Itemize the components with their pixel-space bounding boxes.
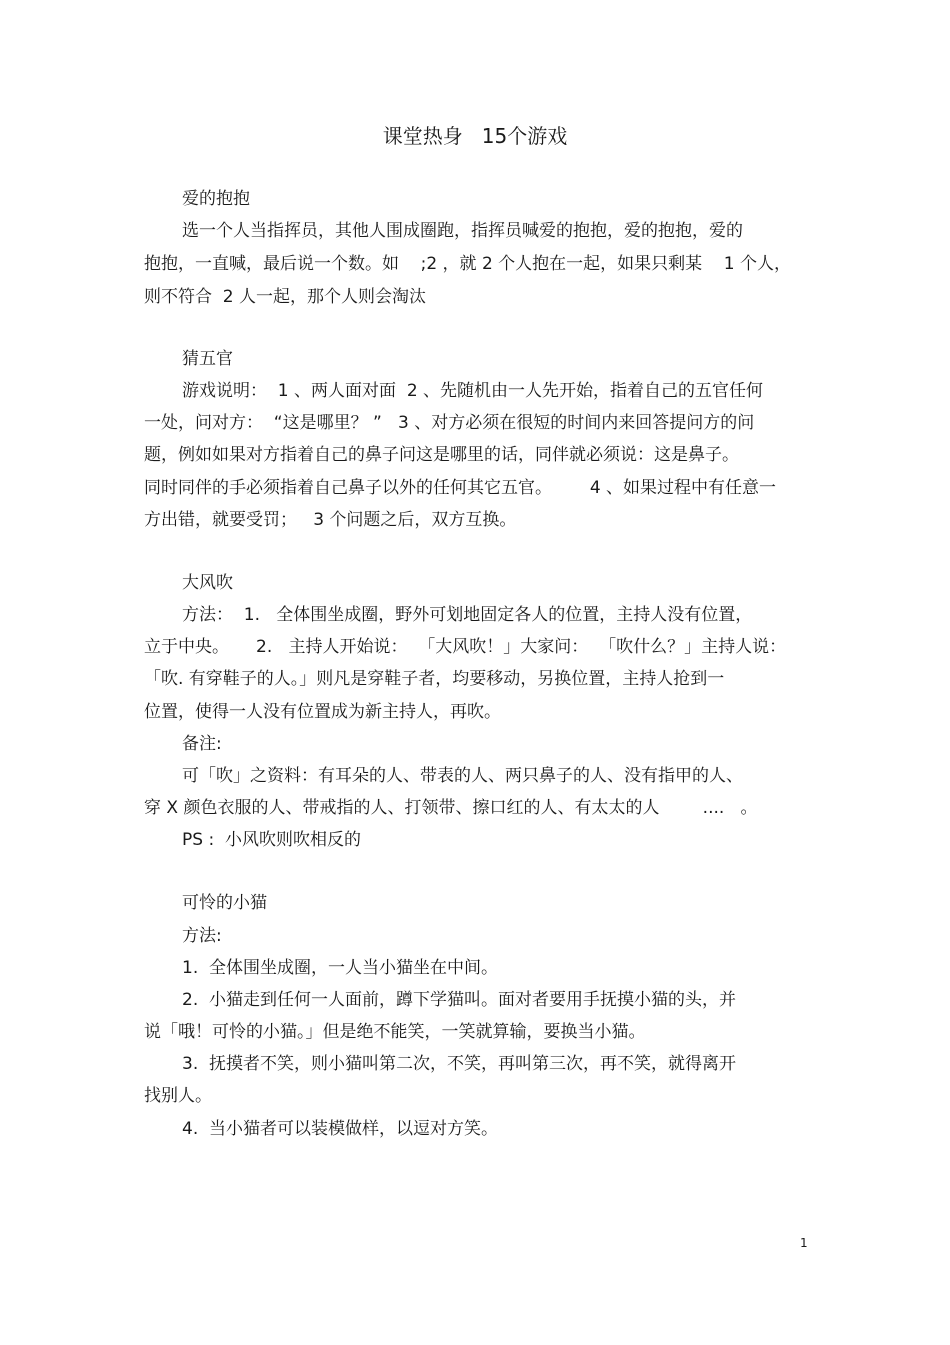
paragraph-line: 可「吹」之资料：有耳朵的人、带表的人、两只鼻子的人、没有指甲的人、 <box>182 766 743 786</box>
paragraph-line: 一处，问对方： “这是哪里？ ” 3 、对方必须在很短的时间内来回答提问方的问 <box>144 413 755 433</box>
section-heading: 爱的抱抱 <box>182 189 250 209</box>
paragraph-line: 备注: <box>182 734 222 754</box>
paragraph-line: 游戏说明： 1 、两人面对面 2 、先随机由一人先开始，指着自己的五官任何 <box>182 381 764 401</box>
paragraph-line: 则不符合 2 人一起，那个人则会淘汰 <box>144 287 427 307</box>
section-heading: 大风吹 <box>182 573 233 593</box>
paragraph-line: 方法: <box>182 926 222 946</box>
paragraph-line: 方出错，就要受罚； 3 个问题之后，双方互换。 <box>144 510 517 530</box>
paragraph-line: 3. 抚摸者不笑，则小猫叫第二次，不笑，再叫第三次，再不笑，就得离开 <box>182 1054 737 1074</box>
paragraph-line: 位置，使得一人没有位置成为新主持人，再吹。 <box>144 702 501 722</box>
paragraph-line: 穿 X 颜色衣服的人、带戒指的人、打领带、擦口红的人、有太太的人 .... 。 <box>144 798 758 818</box>
paragraph-line: 1. 全体围坐成圈，一人当小猫坐在中间。 <box>182 958 499 978</box>
paragraph-line: 选一个人当指挥员，其他人围成圈跑，指挥员喊爱的抱抱，爱的抱抱，爱的 <box>182 221 743 241</box>
paragraph-line: 「吹. 有穿鞋子的人。」则凡是穿鞋子者，均要移动，另换位置，主持人抢到一 <box>144 669 725 689</box>
paragraph-line: 说「哦！可怜的小猫。」但是绝不能笑，一笑就算输，要换当小猫。 <box>144 1022 646 1042</box>
section-heading: 可怜的小猫 <box>182 893 267 913</box>
paragraph-line: 4. 当小猫者可以装模做样，以逗对方笑。 <box>182 1119 499 1139</box>
paragraph-line: PS : 小风吹则吹相反的 <box>182 830 361 850</box>
paragraph-line: 2. 小猫走到任何一人面前，蹲下学猫叫。面对者要用手抚摸小猫的头，并 <box>182 990 737 1010</box>
paragraph-line: 找别人。 <box>144 1086 212 1106</box>
paragraph-line: 同时同伴的手必须指着自己鼻子以外的任何其它五官。 4 、如果过程中有任意一 <box>144 478 777 498</box>
paragraph-line: 题，例如如果对方指着自己的鼻子问这是哪里的话，同伴就必须说：这是鼻子。 <box>144 445 739 465</box>
section-heading: 猜五官 <box>182 349 233 369</box>
paragraph-line: 立于中央。 2. 主持人开始说： 「大风吹！」大家问： 「吹什么？」主持人说： <box>144 637 787 657</box>
page-number: 1 <box>800 1236 808 1250</box>
paragraph-line: 抱抱，一直喊，最后说一个数。如 ;2 ，就 2 个人抱在一起，如果只剩某 1 个人， <box>144 254 792 274</box>
paragraph-line: 方法： 1. 全体围坐成圈，野外可划地固定各人的位置，主持人没有位置， <box>182 605 753 625</box>
document-title: 课堂热身 15个游戏 <box>382 124 568 148</box>
